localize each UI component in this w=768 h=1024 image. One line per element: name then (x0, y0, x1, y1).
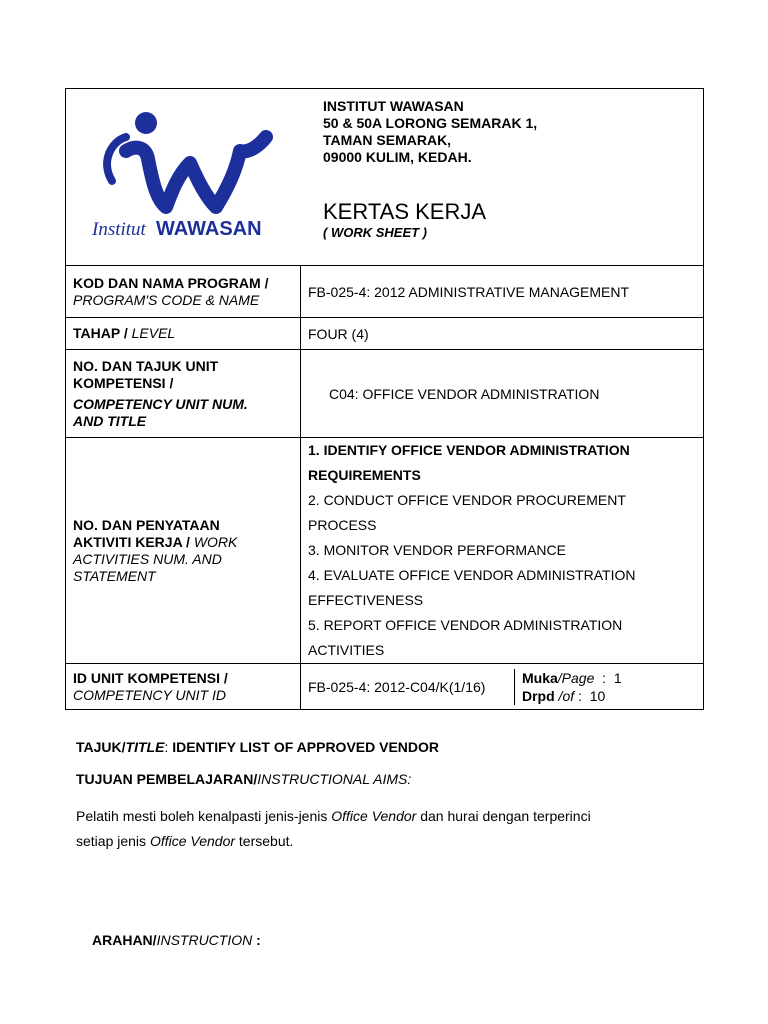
unit-id-label: ID UNIT KOMPETENSI / COMPETENCY UNIT ID (66, 664, 301, 710)
program-value: FB-025-4: 2012 ADMINISTRATIVE MANAGEMENT (301, 266, 704, 318)
svg-text:WAWASAN: WAWASAN (156, 218, 262, 240)
level-value: FOUR (4) (301, 318, 704, 350)
activities-label: NO. DAN PENYATAAN AKTIVITI KERJA / WORK ACTIVITIES NUM. AND STATEMENT (66, 438, 301, 664)
unit-label: NO. DAN TAJUK UNIT KOMPETENSI / COMPETENCY UNIT NUM. AND TITLE (66, 350, 301, 438)
unit-id-cell (301, 664, 704, 710)
page-count: Muka/Page : 1 Drpd /of : 10 (522, 669, 622, 704)
program-label: KOD DAN NAMA PROGRAM / PROGRAM'S CODE & NAME (66, 266, 301, 318)
unit-value: C04: OFFICE VENDOR ADMINISTRATION (301, 350, 704, 438)
worksheet-header-table (65, 88, 704, 710)
svg-text:Institut: Institut (92, 219, 146, 240)
activity-item: 5. REPORT OFFICE VENDOR ADMINISTRATION ACTIVITIES (308, 617, 623, 658)
activity-item: 3. MONITOR VENDOR PERFORMANCE (308, 542, 566, 558)
institution-header (66, 89, 704, 266)
instruction-heading: ARAHAN/INSTRUCTION : (92, 932, 261, 948)
institution-address: INSTITUT WAWASAN 50 & 50A LORONG SEMARAK 1, TAMAN SEMARAK, 09000 KULIM, KEDAH. (323, 98, 538, 165)
document-subtitle: ( WORK SHEET ) (323, 225, 427, 240)
instructional-aims-heading: TUJUAN PEMBELAJARAN/INSTRUCTIONAL AIMS: (76, 771, 412, 787)
level-label: TAHAP / LEVEL (66, 318, 301, 350)
activity-item: 1. IDENTIFY OFFICE VENDOR ADMINISTRATION REQUIREMENTS (308, 442, 630, 483)
activity-item: 4. EVALUATE OFFICE VENDOR ADMINISTRATION EFFECTIVENESS (308, 567, 636, 608)
instructional-aims-text: Pelatih mesti boleh kenalpasti jenis-jenis Office Vendor dan hurai dengan terperinci setiap jenis Office Vendor tersebut. (76, 808, 591, 849)
activity-item: 2. CONDUCT OFFICE VENDOR PROCUREMENT PROCESS (308, 492, 626, 533)
activities-list (301, 438, 704, 664)
document-title: KERTAS KERJA (323, 199, 487, 224)
institut-wawasan-logo (90, 111, 290, 241)
worksheet-title: TAJUK/TITLE: IDENTIFY LIST OF APPROVED VENDOR (76, 739, 440, 755)
unit-id-value: FB-025-4: 2012-C04/K(1/16) (301, 669, 515, 705)
